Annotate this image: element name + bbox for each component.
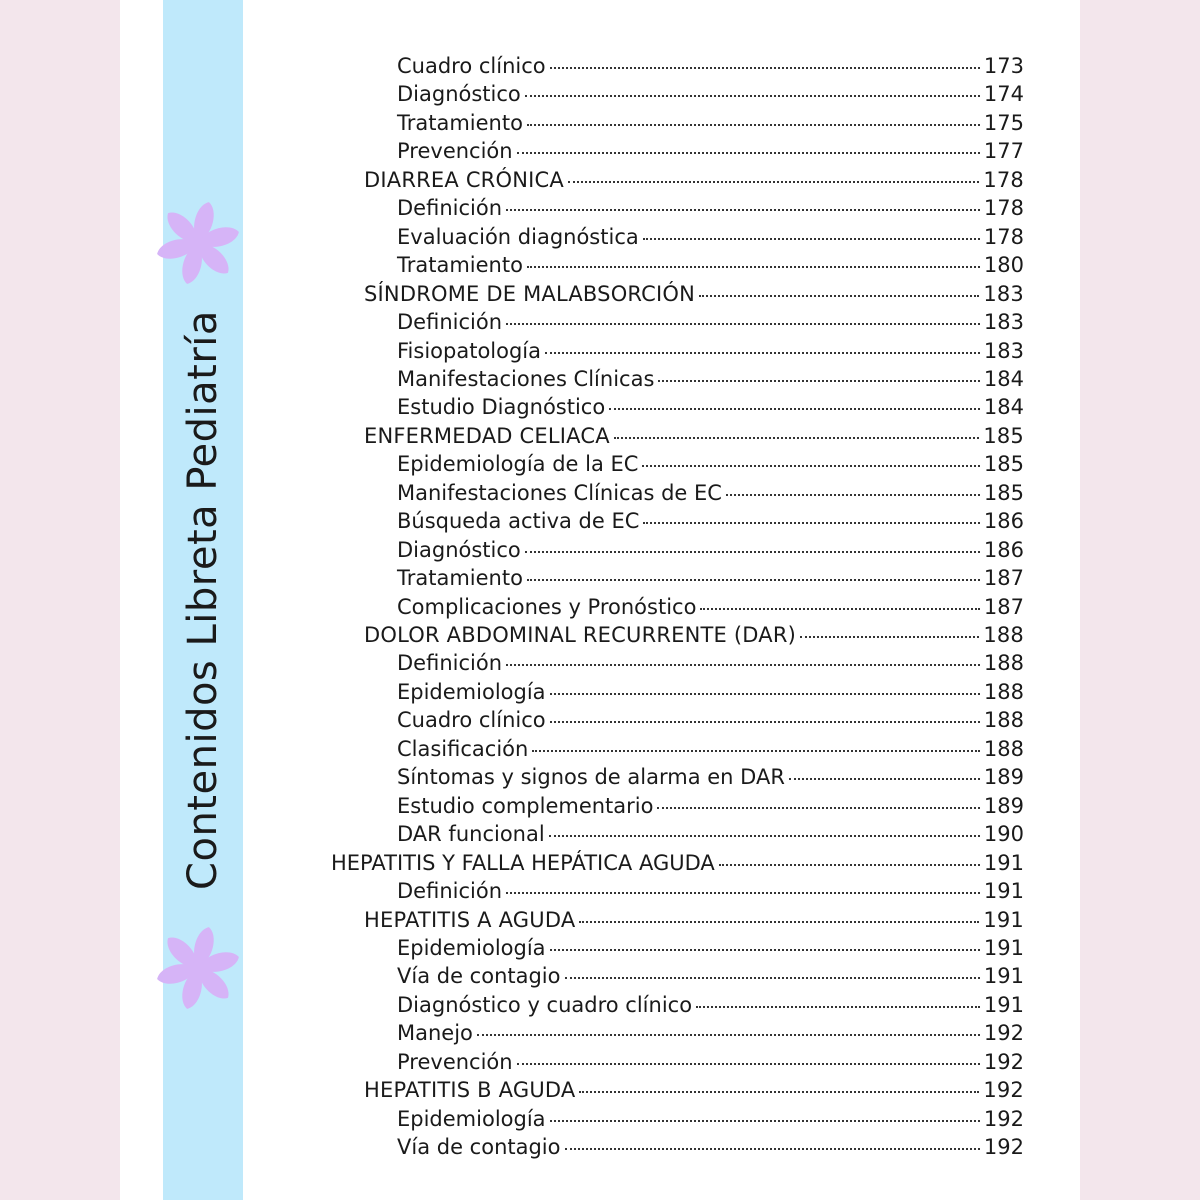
toc-entry-page: 191 — [983, 992, 1024, 1017]
toc-entry-label: Fisiopatología — [397, 338, 542, 363]
toc-entry-label: Definición — [397, 879, 502, 904]
toc-dot-leader — [525, 95, 980, 97]
toc-entry-page: 183 — [983, 310, 1024, 335]
toc-entry-page: 185 — [983, 452, 1024, 477]
toc-entry-label: Síntomas y signos de alarma en DAR — [397, 765, 785, 790]
toc-entry-label: Prevención — [397, 139, 513, 164]
toc-entry-label: DAR funcional — [397, 822, 545, 847]
toc-entry — [397, 1048, 1024, 1076]
toc-entry-label: Definición — [397, 310, 502, 335]
toc-dot-leader — [579, 921, 979, 923]
toc-entry — [397, 507, 1024, 535]
toc-entry — [397, 763, 1024, 791]
toc-entry — [397, 1133, 1024, 1161]
toc-entry — [397, 649, 1024, 677]
toc-dot-leader — [550, 67, 980, 69]
toc-entry-label: Búsqueda activa de EC — [397, 509, 640, 534]
toc-dot-leader — [726, 494, 980, 496]
toc-entry-page: 183 — [983, 281, 1024, 306]
toc-entry-page: 185 — [983, 423, 1024, 448]
toc-entry-page: 188 — [983, 708, 1024, 733]
toc-entry-label: DIARREA CRÓNICA — [364, 167, 564, 192]
toc-entry-label: Evaluación diagnóstica — [397, 224, 639, 249]
toc-entry-page: 178 — [983, 196, 1024, 221]
toc-entry-label: Tratamiento — [397, 253, 523, 278]
toc-dot-leader — [800, 636, 979, 638]
toc-entry-page: 178 — [983, 224, 1024, 249]
toc-dot-leader — [506, 209, 980, 211]
toc-entry — [397, 393, 1024, 421]
toc-entry-label: Diagnóstico y cuadro clínico — [397, 992, 693, 1017]
toc-dot-leader — [545, 352, 980, 354]
toc-entry-page: 189 — [983, 793, 1024, 818]
toc-entry — [397, 308, 1024, 336]
toc-entry-page: 175 — [983, 110, 1024, 135]
toc-entry — [397, 1019, 1024, 1047]
toc-entry-page: 185 — [983, 480, 1024, 505]
toc-dot-leader — [550, 693, 980, 695]
toc-entry-label: Prevención — [397, 1049, 513, 1074]
toc-entry-page: 189 — [983, 765, 1024, 790]
toc-dot-leader — [657, 807, 979, 809]
toc-entry — [397, 1105, 1024, 1133]
toc-entry-label: Vía de contagio — [397, 1135, 561, 1160]
sidebar-title: Contenidos Libreta Pediatría — [180, 310, 226, 890]
toc-entry-page: 191 — [983, 907, 1024, 932]
toc-entry — [331, 849, 1024, 877]
toc-entry — [397, 792, 1024, 820]
toc-entry-page: 188 — [983, 679, 1024, 704]
toc-dot-leader — [517, 152, 980, 154]
toc-entry-label: Tratamiento — [397, 566, 523, 591]
toc-dot-leader — [506, 323, 980, 325]
toc-entry-page: 177 — [983, 139, 1024, 164]
toc-entry — [397, 735, 1024, 763]
toc-dot-leader — [614, 437, 980, 439]
toc-entry-page: 190 — [983, 822, 1024, 847]
toc-entry-label: Manejo — [397, 1021, 473, 1046]
toc-dot-leader — [525, 551, 980, 553]
toc-entry — [397, 934, 1024, 962]
toc-entry — [397, 593, 1024, 621]
toc-dot-leader — [517, 1063, 980, 1065]
toc-dot-leader — [568, 181, 979, 183]
toc-dot-leader — [550, 1120, 980, 1122]
toc-entry — [397, 194, 1024, 222]
toc-entry — [397, 536, 1024, 564]
toc-entry-label: Complicaciones y Pronóstico — [397, 594, 697, 619]
toc-entry-label: DOLOR ABDOMINAL RECURRENTE (DAR) — [364, 623, 797, 647]
toc-entry-label: Manifestaciones Clínicas de EC — [397, 480, 722, 505]
toc-dot-leader — [527, 266, 980, 268]
toc-entry-page: 186 — [983, 509, 1024, 534]
toc-entry-label: HEPATITIS A AGUDA — [364, 907, 576, 932]
toc-dot-leader — [643, 522, 980, 524]
toc-entry — [397, 337, 1024, 365]
toc-dot-leader — [699, 295, 979, 297]
toc-entry-page: 187 — [983, 566, 1024, 591]
toc-dot-leader — [700, 608, 979, 610]
toc-dot-leader — [658, 380, 980, 382]
toc-entry-label: Epidemiología — [397, 935, 546, 960]
toc-entry-page: 192 — [983, 1106, 1024, 1131]
toc-entry-page: 191 — [983, 850, 1024, 875]
toc-entry — [364, 280, 1024, 308]
toc-entry-page: 178 — [983, 167, 1024, 192]
toc-entry — [364, 621, 1024, 649]
toc-entry — [397, 251, 1024, 279]
toc-entry-page: 192 — [983, 1049, 1024, 1074]
toc-entry-label: SÍNDROME DE MALABSORCIÓN — [364, 281, 696, 306]
toc-entry-label: Tratamiento — [397, 110, 523, 135]
toc-dot-leader — [565, 977, 980, 979]
toc-entry-label: Estudio Diagnóstico — [397, 395, 606, 420]
toc-dot-leader — [696, 1006, 980, 1008]
toc-entry — [397, 450, 1024, 478]
toc-dot-leader — [549, 835, 980, 837]
toc-entry — [397, 877, 1024, 905]
toc-entry — [397, 223, 1024, 251]
toc-entry — [397, 962, 1024, 990]
toc-entry-label: Definición — [397, 651, 502, 676]
toc-dot-leader — [643, 238, 980, 240]
toc-entry — [397, 479, 1024, 507]
toc-entry-page: 174 — [983, 82, 1024, 107]
toc-entry-label: Vía de contagio — [397, 964, 561, 989]
toc-entry-label: Clasificación — [397, 736, 529, 761]
toc-dot-leader — [527, 124, 980, 126]
toc-dot-leader — [506, 892, 980, 894]
toc-entry-page: 188 — [983, 651, 1024, 676]
toc-dot-leader — [550, 949, 980, 951]
toc-entry — [364, 1076, 1024, 1104]
toc-entry-label: HEPATITIS Y FALLA HEPÁTICA AGUDA — [331, 850, 715, 875]
toc-dot-leader — [550, 721, 980, 723]
toc-dot-leader — [532, 750, 980, 752]
toc-dot-leader — [789, 778, 980, 780]
toc-entry-label: Cuadro clínico — [397, 54, 546, 78]
toc-dot-leader — [506, 664, 980, 666]
toc-entry — [397, 137, 1024, 165]
toc-entry — [397, 109, 1024, 137]
toc-entry — [397, 706, 1024, 734]
toc-entry — [364, 422, 1024, 450]
toc-dot-leader — [719, 864, 980, 866]
toc-dot-leader — [565, 1148, 980, 1150]
toc-entry — [364, 906, 1024, 934]
toc-dot-leader — [477, 1034, 980, 1036]
toc-entry-page: 192 — [983, 1021, 1024, 1046]
toc-entry-page: 191 — [983, 935, 1024, 960]
toc-entry — [397, 564, 1024, 592]
toc-entry-page: 192 — [983, 1078, 1024, 1103]
toc-entry-label: Definición — [397, 196, 502, 221]
toc-entry-page: 184 — [983, 366, 1024, 391]
toc-entry-label: HEPATITIS B AGUDA — [364, 1078, 576, 1103]
toc-entry-page: 188 — [983, 736, 1024, 761]
toc-entry-page: 180 — [983, 253, 1024, 278]
toc-entry-label: Epidemiología de la EC — [397, 452, 639, 477]
toc-dot-leader — [579, 1091, 979, 1093]
toc-entry — [397, 80, 1024, 108]
toc-entry-page: 192 — [983, 1135, 1024, 1160]
toc-entry-page: 173 — [983, 54, 1024, 78]
toc-entry-label: Cuadro clínico — [397, 708, 546, 733]
toc-entry-label: Manifestaciones Clínicas — [397, 366, 655, 391]
toc-entry-label: Diagnóstico — [397, 82, 521, 107]
toc-entry-label: Epidemiología — [397, 1106, 546, 1131]
toc-entry — [397, 991, 1024, 1019]
toc-dot-leader — [527, 579, 980, 581]
toc-entry-page: 188 — [983, 623, 1024, 647]
toc-dot-leader — [642, 465, 979, 467]
toc-entry-page: 191 — [983, 879, 1024, 904]
toc-entry — [397, 678, 1024, 706]
toc-entry-page: 183 — [983, 338, 1024, 363]
toc-entry-label: ENFERMEDAD CELIACA — [364, 423, 610, 448]
toc-entry — [397, 820, 1024, 848]
toc-entry-page: 186 — [983, 537, 1024, 562]
toc-entry — [364, 166, 1024, 194]
toc-entry — [397, 52, 1024, 80]
toc-entry-label: Epidemiología — [397, 679, 546, 704]
toc-entry — [397, 365, 1024, 393]
toc-dot-leader — [609, 408, 980, 410]
toc-entry-label: Estudio complementario — [397, 793, 654, 818]
toc-entry-label: Diagnóstico — [397, 537, 521, 562]
toc-entry-page: 187 — [983, 594, 1024, 619]
toc-entry-page: 191 — [983, 964, 1024, 989]
toc-entry-page: 184 — [983, 395, 1024, 420]
